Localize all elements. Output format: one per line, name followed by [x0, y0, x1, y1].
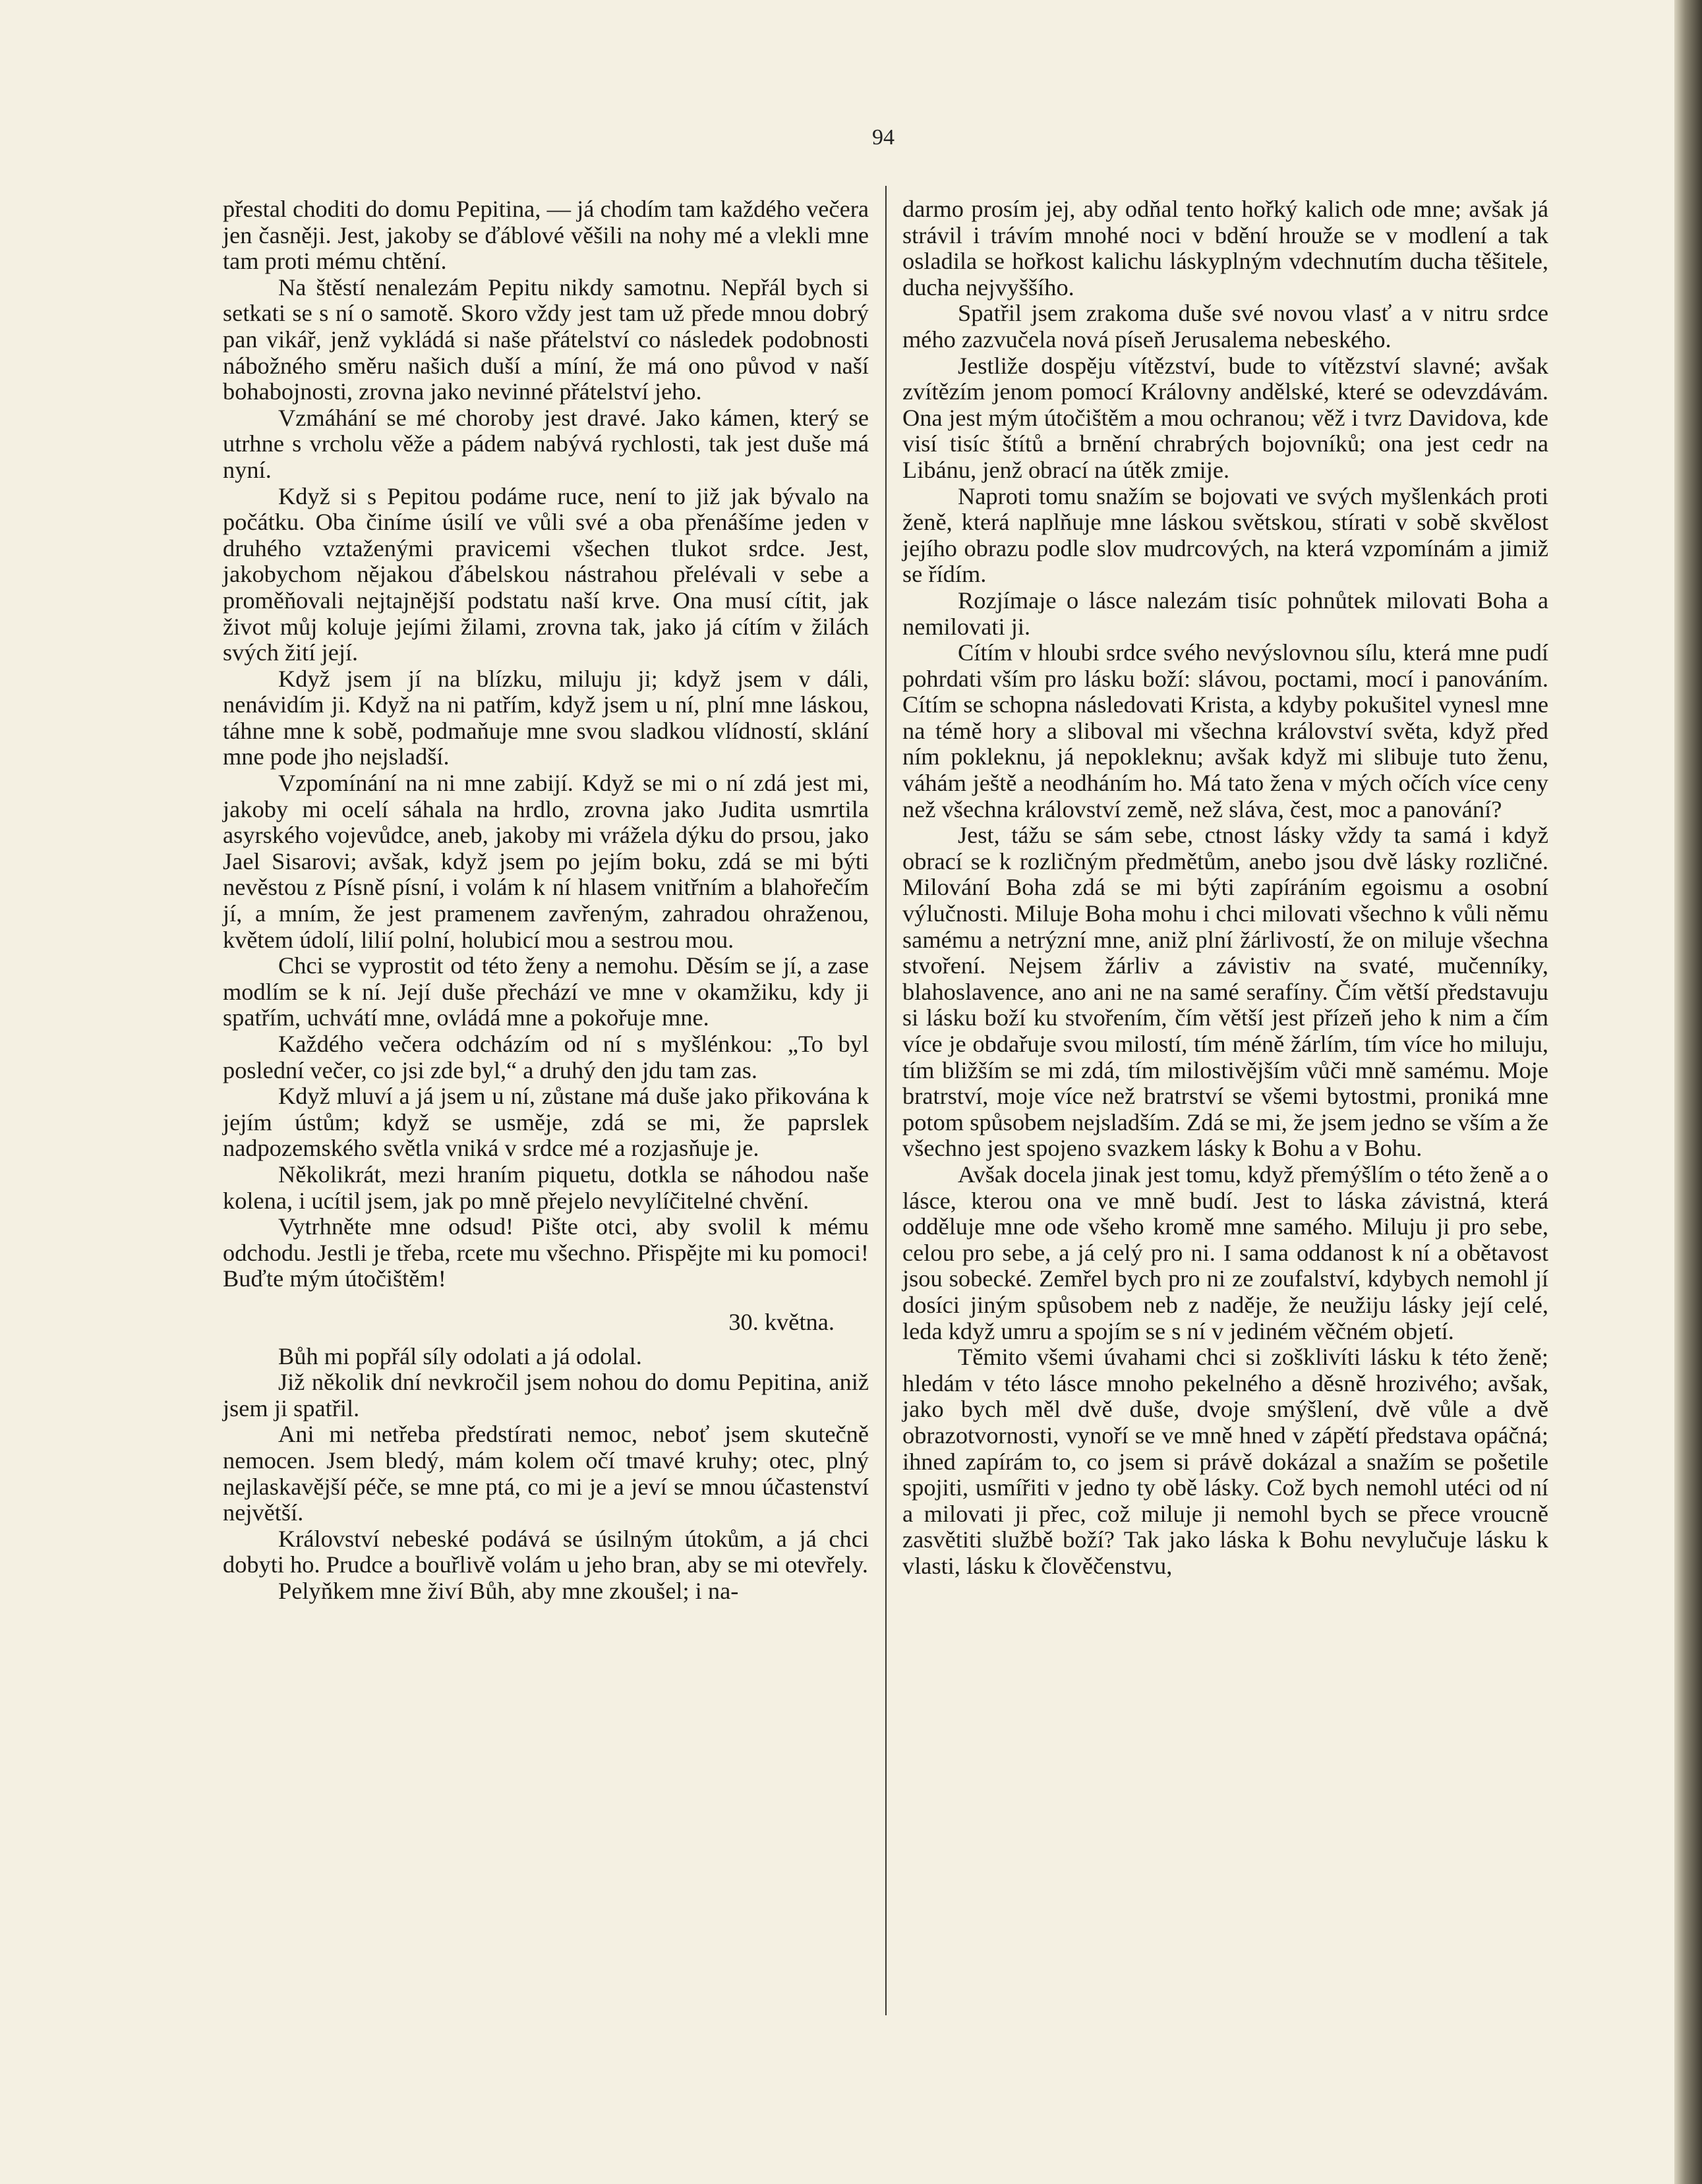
- paragraph: Na štěstí nenalezám Pepitu nikdy samotnu. Nepřál bych si setkati se s ní o samotě. Skoro vždy jest tam už přede mnou dobrý pan vikář, jenž vykládá si naše přátelství co následek podobnosti nábožného směru našich duší a míní, že má ono původ v naší bohabojnosti, zrovna jako nevinné přátelství jeho.: [223, 273, 869, 405]
- paragraph: Když jsem jí na blízku, miluju ji; když jsem v dáli, nenávidím ji. Když na ni patřím, když jsem u ní, plní mne láskou, táhne mne k sobě, podmaňuje mne svou sladkou vlídností, sklání mne pode jho nejsladší.: [223, 665, 869, 770]
- left-text-column: [223, 196, 869, 1604]
- paragraph: Jestliže dospěju vítězství, bude to vítězství slavné; avšak zvítězím jenom pomocí Královny andělské, které se odevzdávám. Ona jest mým útočištěm a mou ochranou; věž i tvrz Davidova, kde visí tisíc štítů a brnění chrabrých bojovníků; ona jest cedr na Libánu, jenž obrací na útěk zmije.: [902, 352, 1548, 483]
- paragraph: Již několik dní nevkročil jsem nohou do domu Pepitina, aniž jsem ji spatřil.: [223, 1369, 869, 1422]
- paragraph: přestal choditi do domu Pepitina, — já chodím tam každého večera jen časněji. Jest, jakoby se ďáblové věšili na nohy mé a vlekli mne tam proti mému chtění.: [223, 196, 869, 275]
- paragraph: Když si s Pepitou podáme ruce, není to již jak bývalo na počátku. Oba činíme úsilí ve vůli své a oba přenášíme jeden v druhého vztaženými pravicemi všechen tlukot srdce. Jest, jakobychom nějakou ďábelskou nástrahou přelévali v sebe a proměňovali nejtajnější podstatu naší krve. Ona musí cítit, jak život můj koluje jejími žilami, zrovna tak, jako já cítím v žilách svých žití její.: [223, 482, 869, 666]
- paragraph: Naproti tomu snažím se bojovati ve svých myšlenkách proti ženě, která naplňuje mne láskou světskou, stírati v sobě skvělost jejího obrazu podle slov mudrcových, na která vzpomínám a jimiž se řídím.: [902, 482, 1548, 588]
- paragraph: Rozjímaje o lásce nalezám tisíc pohnůtek milovati Boha a nemilovati ji.: [902, 587, 1548, 640]
- paragraph: Každého večera odcházím od ní s myšlénkou: „To byl poslední večer, co jsi zde byl,“ a druhý den jdu tam zas.: [223, 1031, 869, 1083]
- paragraph: Bůh mi popřál síly odolati a já odolal.: [278, 1342, 642, 1369]
- column-divider: [885, 186, 887, 2015]
- right-text-column: [902, 196, 1548, 1579]
- paragraph: Království nebeské podává se úsilným útokům, a já chci dobyti ho. Prudce a bouřlivě volám u jeho bran, aby se mi otevřely.: [223, 1525, 869, 1578]
- paragraph: Když mluví a já jsem u ní, zůstane má duše jako přikována k jejím ústům; když se usměje, zdá se mi, že paprslek nadpozemského světla vniká v srdce mé a rozjasňuje je.: [223, 1083, 869, 1162]
- paragraph: Těmito všemi úvahami chci si zošklivíti lásku k této ženě; hledám v této lásce mnoho pekelného a děsně hrozivého; avšak, jako bych měl dvě duše, dvoje smýšlení, dvě vůle a dvě obrazotvornosti, vynoří se ve mně hned v zápětí představa opáčná; ihned zapírám to, co jsem si právě dokázal a snažím se pošetile spojiti, usmířiti v jedno ty obě lásky. Což bych nemohl utéci od ní a milovati ji přec, což miluje ji nemohl bych se přece vroucně zasvětiti službě boží? Tak jako láska k Bohu nevylučuje lásku k vlasti, lásku k člověčenstvu,: [902, 1344, 1548, 1579]
- page-number: 94: [872, 125, 895, 150]
- paragraph: Cítím v hloubi srdce svého nevýslovnou sílu, která mne pudí pohrdati vším pro lásku boží: slávou, poctami, mocí i panováním. Cítím se schopna následovati Krista, a kdyby pokušitel vynesl mne na témě hory a sliboval mi všechna království světa, když před ním pokleknu, já nepokleknu; avšak když mi slibuje tuto ženu, váhám ještě a neodháním ho. Má tato žena v mých očích více ceny než všechna království země, než sláva, čest, moc a panování?: [902, 639, 1548, 822]
- paragraph: Pelyňkem mne živí Bůh, aby mne zkoušel; i na-: [278, 1577, 739, 1604]
- date-heading: 30. května.: [728, 1308, 835, 1335]
- paragraph: darmo prosím jej, aby odňal tento hořký kalich ode mne; avšak já strávil i trávím mnohé noci v bdění hrouže se v modlení a tak osladila se hořkost kalichu láskyplným vdechnutím ducha těšitele, ducha nejvyššího.: [902, 196, 1548, 301]
- paragraph: Vzpomínání na ni mne zabijí. Když se mi o ní zdá jest mi, jakoby mi ocelí sáhala na hrdlo, zrovna jako Judita usmrtila asyrského vojevůdce, aneb, jakoby mi vrážela dýku do prsou, jako Jael Sisarovi; avšak, když jsem po jejím boku, zdá se mi býti nevěstou z Písně písní, i volám k ní hlasem vnitřním a blahořečím jí, a mním, že jest pramenem zavřeným, zahradou ohraženou, květem údolí, lilií polní, holubicí mou a sestrou mou.: [223, 770, 869, 953]
- paragraph: Několikrát, mezi hraním piquetu, dotkla se náhodou naše kolena, i ucítil jsem, jak po mně přejelo nevylíčitelné chvění.: [223, 1161, 869, 1214]
- paragraph: Avšak docela jinak jest tomu, když přemýšlím o této ženě a o lásce, kterou ona ve mně budí. Jest to láska závistná, která odděluje mne ode všeho kromě mne samého. Miluju ji pro sebe, celou pro sebe, a já celý pro ni. I sama oddanost k ní a obětavost jsou sobecké. Zemřel bych pro ni ze zoufalství, kdybych nemohl jí dosíci jiným spůsobem neb z naděje, že neužiju lásky její celé, leda když umru a spojím se s ní v jediném věčném objetí.: [902, 1161, 1548, 1344]
- paragraph: Vzmáhání se mé choroby jest dravé. Jako kámen, který se utrhne s vrcholu věže a pádem nabývá rychlosti, tak jest duše má nyní.: [223, 404, 869, 483]
- paragraph: Vytrhněte mne odsud! Pište otci, aby svolil k mému odchodu. Jestli je třeba, rcete mu všechno. Přispějte mi ku pomoci! Buďte mým útočištěm!: [223, 1213, 869, 1292]
- page-binding-edge: [1674, 0, 1702, 2184]
- paragraph: Ani mi netřeba předstírati nemoc, neboť jsem skutečně nemocen. Jsem bledý, mám kolem očí tmavé kruhy; otec, plný nejlaskavější péče, se mne ptá, co mi je a jeví se mnou účastenství největší.: [223, 1421, 869, 1526]
- paragraph: Spatřil jsem zrakoma duše své novou vlasť a v nitru srdce mého zazvučela nová píseň Jerusalema nebeského.: [902, 300, 1548, 353]
- paragraph: Jest, tážu se sám sebe, ctnost lásky vždy ta samá i když obrací se k rozličným předmětům, anebo jsou dvě lásky rozličné. Milování Boha zdá se mi býti zapíráním egoismu a osobní výlučnosti. Miluje Boha mohu i chci milovati všechno k vůli němu samému a netrýzní mne, aniž plní žárlivostí, že on miluje všechna stvoření. Nejsem žárliv a závistiv na svaté, mučenníky, blahoslavence, ano ani ne na samé serafíny. Čím větší představuju si lásku boží ku stvořením, čím větší jest přízeň jeho k nim a čím více je obdařuje svou milostí, tím méně žárlím, tím více ho miluju, tím bližším se mi zdá, tím milostivějším vůči mně samému. Moje bratrství, moje více než bratrství se všemi bytostmi, proniká mne potom spůsobem nejsladším. Zdá se mi, že jsem jedno se vším a že všechno jest spojeno svazkem lásky k Bohu a v Bohu.: [902, 822, 1548, 1162]
- paragraph: Chci se vyprostit od této ženy a nemohu. Děsím se jí, a zase modlím se k ní. Její duše přechází ve mne v okamžiku, kdy ji spatřím, uchvátí mne, ovládá mne a pokořuje mne.: [223, 952, 869, 1031]
